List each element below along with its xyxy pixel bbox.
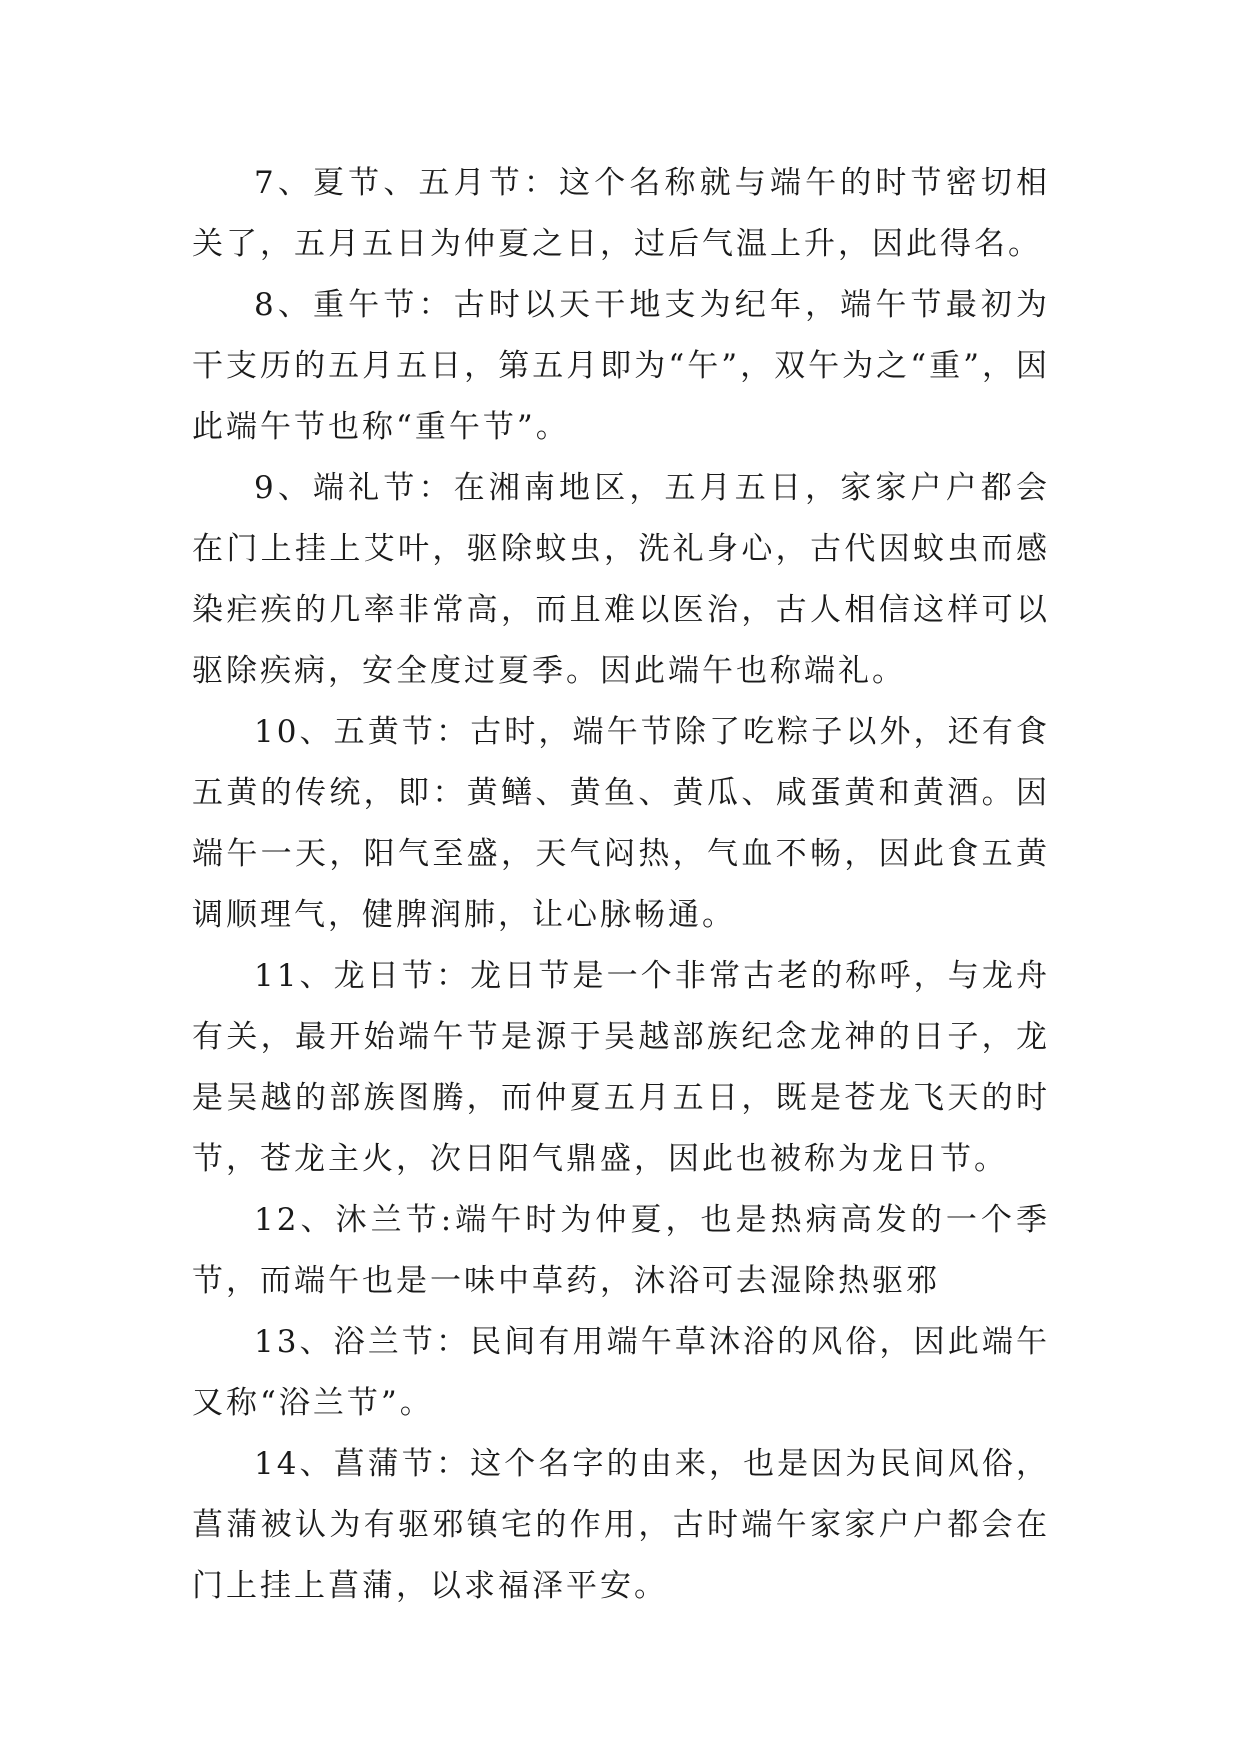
paragraph-14: 14、菖蒲节：这个名字的由来，也是因为民间风俗，菖蒲被认为有驱邪镇宅的作用，古时端午家家户户都会在门上挂上菖蒲，以求福泽平安。 bbox=[192, 1446, 1050, 1604]
paragraph-13: 13、浴兰节：民间有用端午草沐浴的风俗，因此端午又称“浴兰节”。 bbox=[192, 1324, 1050, 1421]
paragraph-11: 11、龙日节：龙日节是一个非常古老的称呼，与龙舟有关，最开始端午节是源于吴越部族纪念龙神的日子，龙是吴越的部族图腾，而仲夏五月五日，既是苍龙飞天的时节，苍龙主火，次日阳气鼎盛，因此也被称为龙日节。 bbox=[192, 958, 1050, 1177]
document-body bbox=[192, 153, 1050, 1617]
paragraph-7: 7、夏节、五月节：这个名称就与端午的时节密切相关了，五月五日为仲夏之日，过后气温上升，因此得名。 bbox=[192, 165, 1050, 262]
paragraph-8: 8、重午节：古时以天干地支为纪年，端午节最初为干支历的五月五日，第五月即为“午”，双午为之“重”，因此端午节也称“重午节”。 bbox=[192, 287, 1050, 445]
paragraph-9: 9、端礼节：在湘南地区，五月五日，家家户户都会在门上挂上艾叶，驱除蚊虫，洗礼身心，古代因蚊虫而感染疟疾的几率非常高，而且难以医治，古人相信这样可以驱除疾病，安全度过夏季。因此端午也称端礼。 bbox=[192, 470, 1050, 689]
paragraph-12: 12、沐兰节:端午时为仲夏，也是热病高发的一个季节，而端午也是一味中草药，沐浴可去湿除热驱邪 bbox=[192, 1202, 1050, 1299]
paragraph-10: 10、五黄节：古时，端午节除了吃粽子以外，还有食五黄的传统，即：黄鳝、黄鱼、黄瓜、咸蛋黄和黄酒。因端午一天，阳气至盛，天气闷热，气血不畅，因此食五黄调顺理气，健脾润肺，让心脉畅通。 bbox=[192, 714, 1050, 933]
